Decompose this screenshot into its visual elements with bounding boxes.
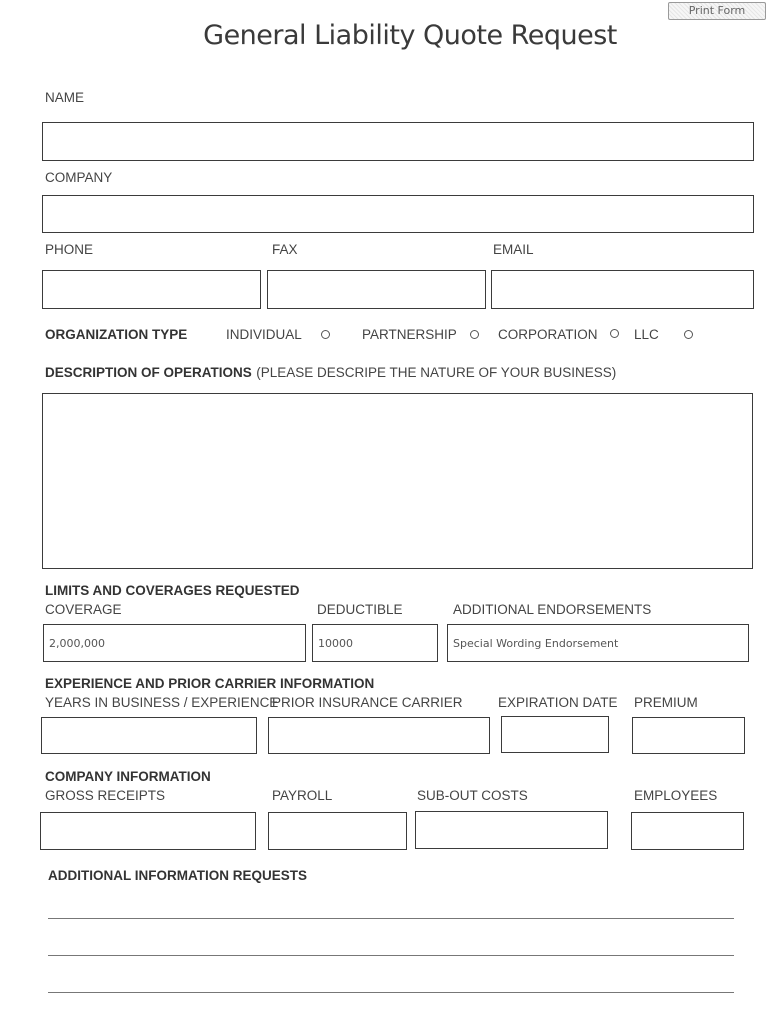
print-form-button[interactable]: Print Form: [668, 2, 766, 20]
expiration-label: EXPIRATION DATE: [498, 695, 618, 710]
name-label: NAME: [45, 90, 85, 105]
individual-radio[interactable]: [321, 330, 330, 339]
company-info-heading: COMPANY INFORMATION: [45, 769, 211, 784]
phone-label: PHONE: [45, 242, 94, 257]
subout-field[interactable]: [415, 811, 608, 849]
years-field[interactable]: [41, 717, 257, 754]
corporation-label: CORPORATION: [498, 327, 598, 342]
email-label: EMAIL: [493, 242, 534, 257]
llc-radio[interactable]: [684, 330, 693, 339]
operations-heading: DESCRIPTION OF OPERATIONS: [45, 365, 252, 380]
gross-receipts-field[interactable]: [40, 812, 256, 850]
expiration-field[interactable]: [501, 716, 609, 753]
coverage-field[interactable]: 2,000,000: [43, 624, 306, 662]
partnership-radio[interactable]: [470, 330, 479, 339]
individual-label: INDIVIDUAL: [226, 327, 302, 342]
carrier-field[interactable]: [268, 717, 490, 754]
gross-receipts-label: GROSS RECEIPTS: [45, 788, 166, 803]
organization-type-heading: ORGANIZATION TYPE: [45, 327, 188, 342]
company-label: COMPANY: [45, 170, 113, 185]
additional-line-3[interactable]: [48, 992, 734, 993]
fax-field[interactable]: [267, 270, 486, 309]
endorsements-field[interactable]: Special Wording Endorsement: [447, 624, 749, 662]
subout-label: SUB-OUT COSTS: [417, 788, 528, 803]
employees-field[interactable]: [631, 812, 744, 850]
carrier-label: PRIOR INSURANCE CARRIER: [272, 695, 463, 710]
premium-label: PREMIUM: [634, 695, 698, 710]
company-field[interactable]: [42, 195, 754, 233]
coverage-label: COVERAGE: [45, 602, 122, 617]
additional-line-2[interactable]: [48, 955, 734, 956]
years-label: YEARS IN BUSINESS / EXPERIENCE: [45, 695, 279, 710]
deductible-label: DEDUCTIBLE: [317, 602, 403, 617]
experience-heading: EXPERIENCE AND PRIOR CARRIER INFORMATION: [45, 676, 375, 691]
operations-heading-row: [45, 364, 616, 382]
page-title: General Liability Quote Request: [203, 20, 617, 51]
deductible-field[interactable]: 10000: [312, 624, 438, 662]
corporation-radio[interactable]: [610, 329, 619, 338]
llc-label: LLC: [634, 327, 659, 342]
name-field[interactable]: [42, 122, 754, 161]
operations-note: (PLEASE DESCRIPE THE NATURE OF YOUR BUSINESS): [256, 365, 617, 380]
additional-info-heading: ADDITIONAL INFORMATION REQUESTS: [48, 868, 307, 883]
partnership-label: PARTNERSHIP: [362, 327, 457, 342]
operations-textarea[interactable]: [42, 393, 753, 569]
employees-label: EMPLOYEES: [634, 788, 718, 803]
payroll-field[interactable]: [268, 812, 407, 850]
additional-line-1[interactable]: [48, 918, 734, 919]
limits-heading: LIMITS AND COVERAGES REQUESTED: [45, 583, 300, 598]
phone-field[interactable]: [42, 270, 261, 309]
fax-label: FAX: [272, 242, 298, 257]
email-field[interactable]: [491, 270, 754, 309]
payroll-label: PAYROLL: [272, 788, 333, 803]
premium-field[interactable]: [632, 717, 745, 754]
endorsements-label: ADDITIONAL ENDORSEMENTS: [453, 602, 652, 617]
